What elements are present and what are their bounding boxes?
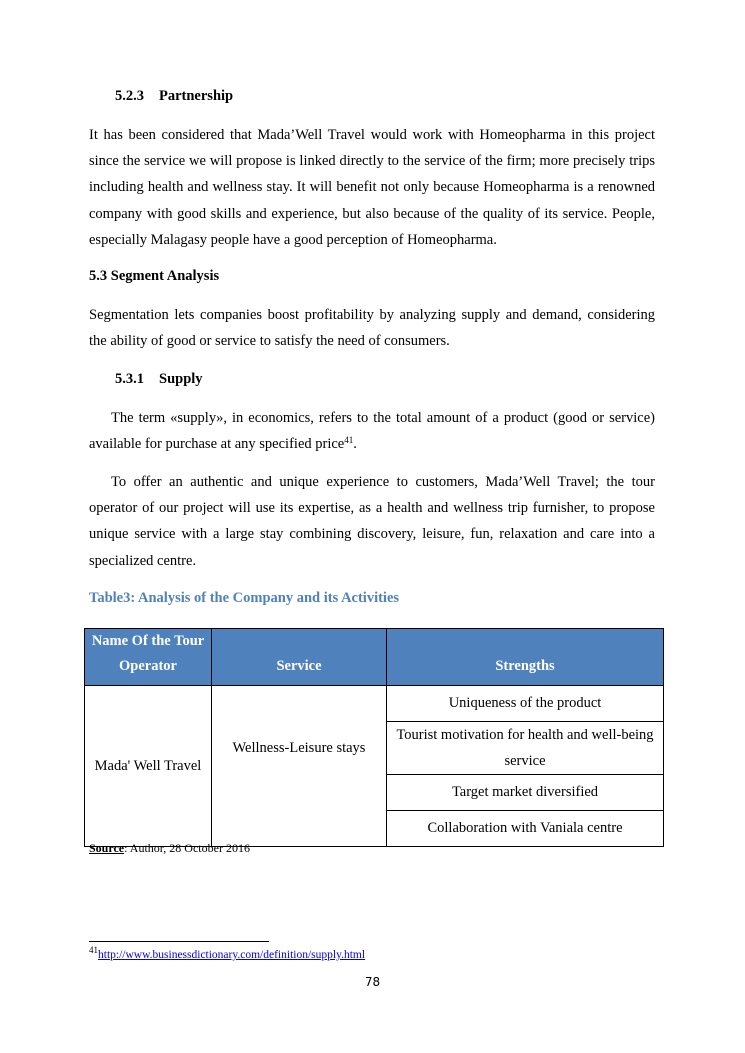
header-strengths: Strengths [387,629,664,686]
heading-5-3: 5.3 Segment Analysis [89,268,220,284]
footnote [89,945,366,961]
cell-strength: Collaboration with Vaniala centre [387,811,664,847]
heading-title: Supply [159,371,203,387]
paragraph-supply-definition [89,405,655,457]
heading-5-2-3 [115,88,233,105]
cell-strength: Target market diversified [387,775,664,811]
paragraph-text: The term «supply», in economics, refers to the total amount of a product (good or service) available for purchase at any specified price [89,410,655,453]
footnote-link[interactable]: http://www.businessdictionary.com/definition/supply.html [98,949,366,961]
footnote-reference[interactable]: 41 [344,435,354,446]
heading-number: 5.2.3 [115,88,144,104]
header-tour-operator: Name Of the Tour Operator [85,629,212,686]
page-number: 78 [364,975,381,989]
table-source [89,841,250,856]
source-label: Source [89,841,125,855]
paragraph-supply-offer: To offer an authentic and unique experience to customers, Mada’Well Travel; the tour operator of our project will use its expertise, as a health and wellness trip furnisher, to propose unique service with a large stay combining discovery, leisure, fun, relaxation and care into a specialized centre. [89,474,655,569]
paragraph-end: . [353,436,357,453]
company-activities-table [84,628,664,847]
footnote-number: 41 [89,945,98,955]
table-caption: Table3: Analysis of the Company and its Activities [89,590,400,606]
header-service: Service [212,629,387,686]
cell-strength: Uniqueness of the product [387,686,664,722]
cell-service: Wellness-Leisure stays [212,686,387,847]
cell-operator-name: Mada' Well Travel [85,686,212,847]
heading-number: 5.3.1 [115,371,144,387]
heading-title: Partnership [159,88,234,104]
heading-5-3-1 [115,371,203,388]
paragraph-segmentation: Segmentation lets companies boost profitability by analyzing supply and demand, considering the ability of good or service to satisfy the need of consumers. [89,307,655,350]
paragraph-partnership: It has been considered that Mada’Well Travel would work with Homeopharma in this project since the service we will propose is linked directly to the service of the firm; more precisely trips including health and wellness stay. It will benefit not only because Homeopharma is a renowned company with good skills and experience, but also because of the quality of its service. People, especially Malagasy people have a good perception of Homeopharma. [89,127,655,248]
source-text: : Author, 28 October 2016 [124,841,250,855]
table-header-row [85,629,664,686]
table-row [85,686,664,722]
footnote-separator [89,941,269,942]
cell-strength: Tourist motivation for health and well-being service [387,722,664,775]
